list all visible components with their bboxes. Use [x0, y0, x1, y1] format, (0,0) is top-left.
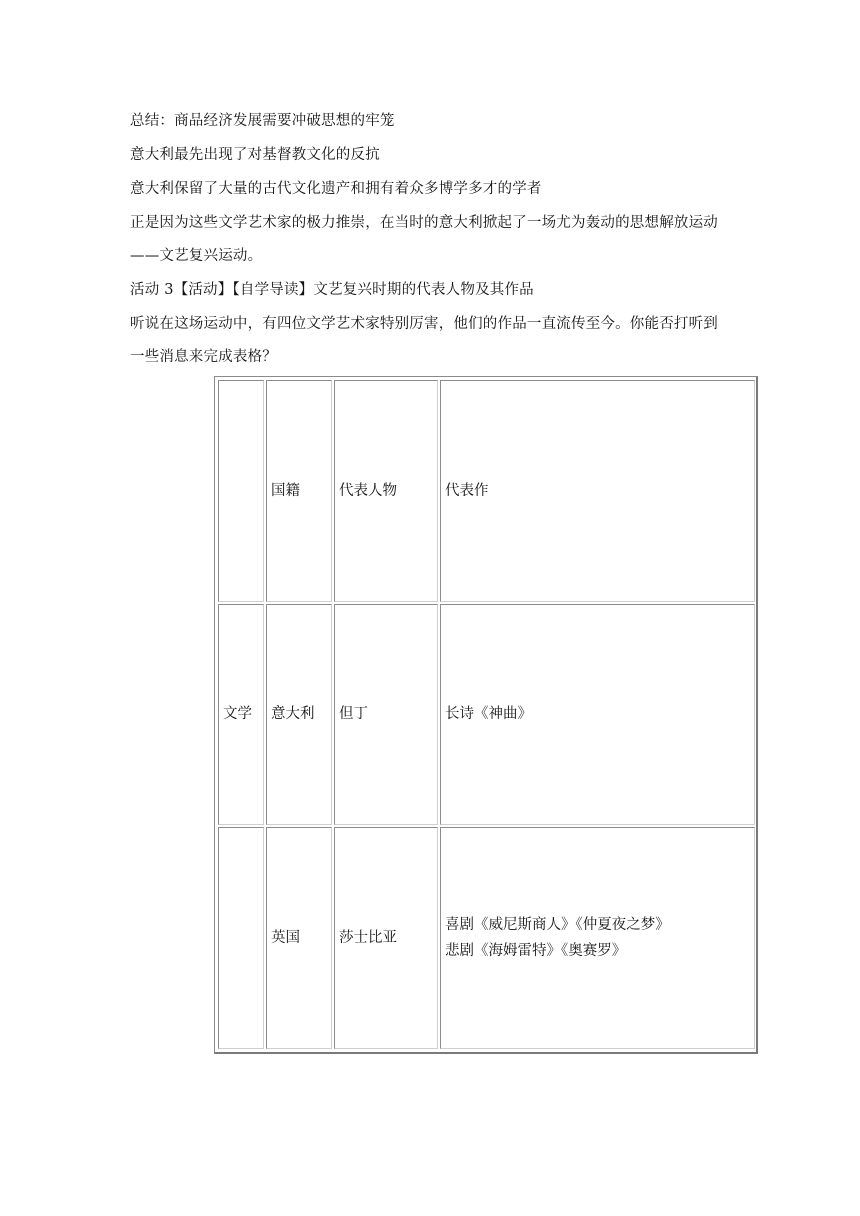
- table-cell-person: 但丁: [334, 604, 438, 826]
- representatives-table-grid: [216, 378, 757, 1051]
- table-cell-nationality: 英国: [266, 827, 332, 1049]
- text-line: 意大利保留了大量的古代文化遗产和拥有着众多博学多才的学者: [130, 181, 542, 197]
- table-cell-works: [440, 827, 755, 1049]
- table-header-works: 代表作: [440, 380, 755, 602]
- table-cell-category: 文学: [218, 604, 264, 826]
- work-line: 悲剧《海姆雷特》《奥赛罗》: [445, 943, 627, 960]
- activity-heading: 活动 3【活动】【自学导读】文艺复兴时期的代表人物及其作品: [130, 282, 534, 298]
- table-header-nationality: 国籍: [266, 380, 332, 602]
- table-cell-works: [440, 604, 755, 826]
- text-line: 正是因为这些文学艺术家的极力推崇，在当时的意大利掀起了一场尤为轰动的思想解放运动: [130, 215, 718, 231]
- work-line: 长诗《神曲》: [445, 706, 532, 723]
- table-row: [218, 604, 755, 826]
- text-line: 一些消息来完成表格？: [130, 349, 277, 365]
- table-cell-nationality: 意大利: [266, 604, 332, 826]
- table-cell-category: [218, 380, 264, 602]
- text-line: ——文艺复兴运动。: [130, 248, 263, 264]
- table-row: [218, 827, 755, 1049]
- representatives-table: [214, 376, 758, 1054]
- table-header-row: [218, 380, 755, 602]
- table-cell-category: [218, 827, 264, 1049]
- text-line: 意大利最先出现了对基督教文化的反抗: [130, 147, 380, 163]
- text-line: 听说在这场运动中，有四位文学艺术家特别厉害，他们的作品一直流传至今。你能否打听到: [130, 316, 718, 332]
- work-line: 喜剧《威尼斯商人》《仲夏夜之梦》: [445, 917, 670, 934]
- summary-line: 总结：商品经济发展需要冲破思想的牢笼: [130, 113, 395, 129]
- table-header-person: 代表人物: [334, 380, 438, 602]
- table-cell-person: 莎士比亚: [334, 827, 438, 1049]
